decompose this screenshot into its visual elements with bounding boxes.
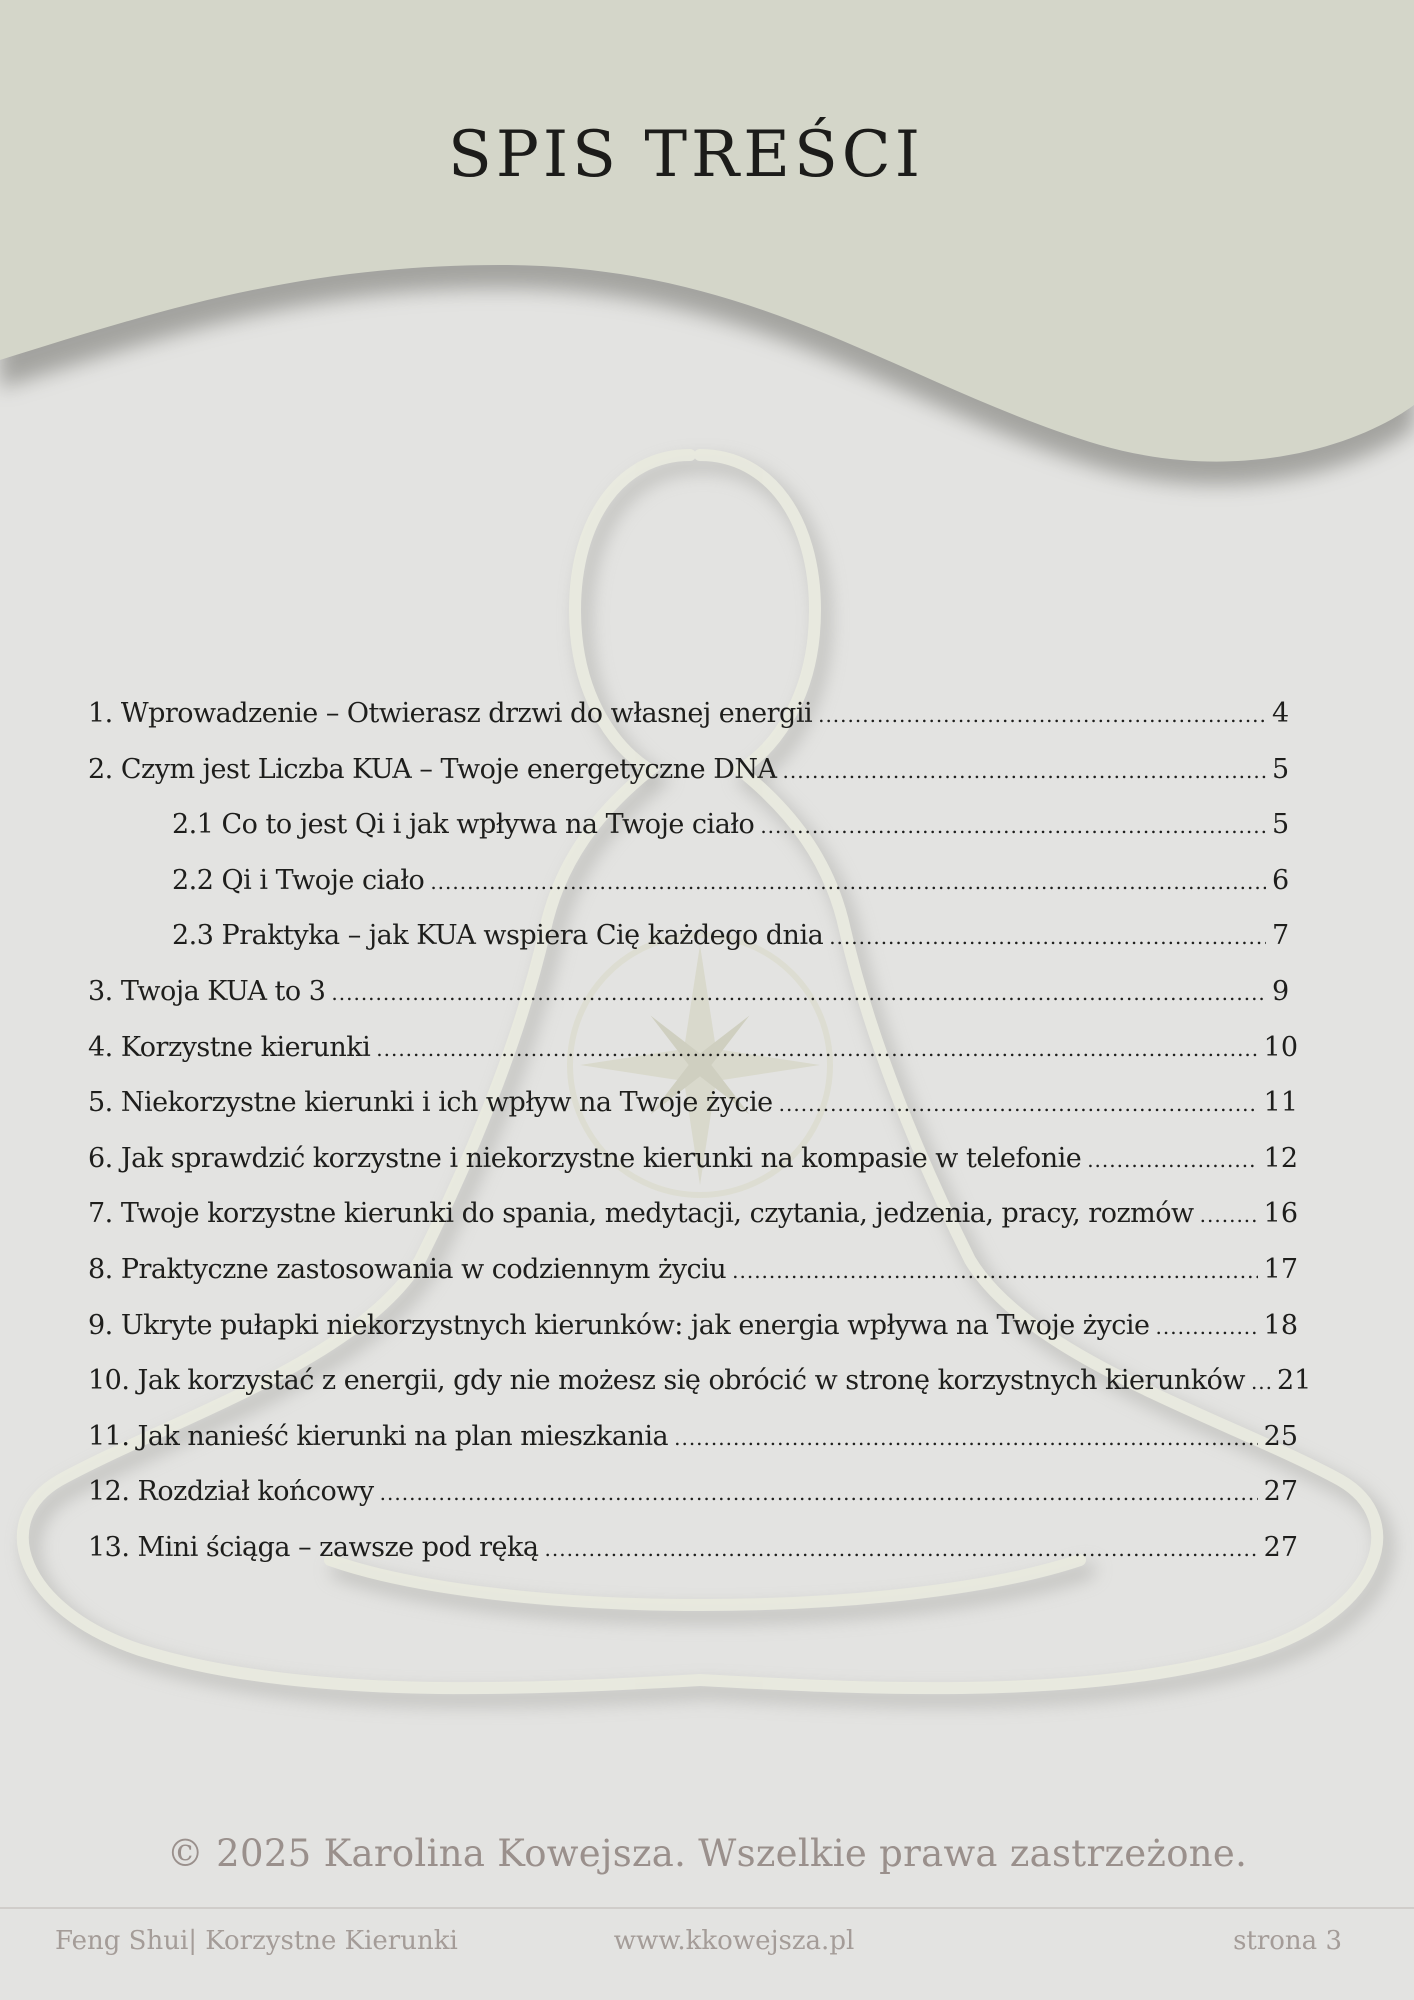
- toc-entry-page: 27: [1263, 1531, 1298, 1563]
- footer-website-link[interactable]: www.kkowejsza.pl: [613, 1926, 855, 1956]
- toc-entry-title: 2.3 Praktyka – jak KUA wspiera Cię każdego dnia: [172, 920, 824, 952]
- footer-title: Feng Shui| Korzystne Kierunki: [55, 1926, 458, 1956]
- page-title: SPIS TREŚCI: [447, 118, 925, 192]
- toc-entry-title: 1. Wprowadzenie – Otwierasz drzwi do własnej energii: [88, 698, 813, 729]
- toc-entry[interactable]: [88, 686, 1298, 742]
- page-footer: [0, 1926, 1414, 1966]
- toc-entry-page: 18: [1263, 1309, 1298, 1341]
- toc-dot-leader: [430, 853, 1266, 911]
- toc-entry-title: 10. Jak korzystać z energii, gdy nie możesz się obrócić w stronę korzystnych kierunków: [88, 1365, 1245, 1397]
- toc-dot-leader: [1200, 1186, 1258, 1244]
- toc-entry-page: 25: [1263, 1420, 1298, 1452]
- toc-dot-leader: [760, 797, 1266, 855]
- toc-entry[interactable]: [88, 1464, 1298, 1520]
- toc-entry-title: 2. Czym jest Liczba KUA – Twoje energetyczne DNA: [88, 753, 777, 785]
- toc-dot-leader: [674, 1409, 1258, 1467]
- toc-entry-page: 11: [1263, 1087, 1298, 1119]
- toc-dot-leader: [1087, 1131, 1257, 1189]
- toc-entry-page: 7: [1272, 920, 1290, 952]
- toc-entry[interactable]: [88, 964, 1298, 1020]
- toc-entry-title: 9. Ukryte pułapki niekorzystnych kierunków: jak energia wpływa na Twoje życie: [88, 1309, 1150, 1341]
- toc-entry[interactable]: [88, 797, 1298, 853]
- toc-entry-title: 6. Jak sprawdzić korzystne i niekorzystne kierunki na kompasie w telefonie: [88, 1142, 1082, 1174]
- toc-dot-leader: [331, 964, 1266, 1022]
- toc-entry-title: 2.1 Co to jest Qi i jak wpływa na Twoje ciało: [172, 809, 755, 841]
- toc-dot-leader: [732, 1242, 1258, 1300]
- toc-entry[interactable]: [88, 1520, 1298, 1576]
- toc-entry[interactable]: [88, 742, 1298, 798]
- table-of-contents: [88, 686, 1312, 1576]
- footer-divider: [0, 1907, 1414, 1909]
- toc-dot-leader: [779, 1075, 1258, 1133]
- toc-dot-leader: [829, 908, 1266, 966]
- toc-dot-leader: [1156, 1298, 1258, 1356]
- toc-dot-leader: [380, 1464, 1258, 1522]
- footer-page-number: strona 3: [1233, 1926, 1342, 1956]
- toc-entry-title: 3. Twoja KUA to 3: [88, 975, 326, 1007]
- toc-dot-leader: [376, 1020, 1257, 1078]
- toc-entry-title: 4. Korzystne kierunki: [88, 1031, 371, 1063]
- header-band: [0, 0, 1414, 462]
- toc-entry-title: 13. Mini ściąga – zawsze pod ręką: [88, 1531, 539, 1563]
- toc-entry[interactable]: [88, 908, 1298, 964]
- toc-entry-page: 5: [1272, 809, 1290, 841]
- toc-entry-page: 17: [1263, 1253, 1298, 1285]
- toc-entry[interactable]: [88, 1353, 1312, 1409]
- copyright-notice: © 2025 Karolina Kowejsza. Wszelkie prawa zastrzeżone.: [166, 1832, 1248, 1875]
- toc-entry-page: 21: [1276, 1365, 1312, 1397]
- toc-entry-title: 7. Twoje korzystne kierunki do spania, medytacji, czytania, jedzenia, pracy, rozmów: [88, 1198, 1194, 1230]
- toc-entry-page: 4: [1272, 698, 1290, 729]
- toc-entry-page: 9: [1272, 975, 1290, 1007]
- toc-entry[interactable]: [88, 1186, 1298, 1242]
- toc-entry[interactable]: [88, 1131, 1298, 1187]
- toc-entry-page: 27: [1263, 1476, 1298, 1508]
- toc-entry-title: 12. Rozdział końcowy: [88, 1476, 374, 1508]
- toc-entry-page: 5: [1272, 753, 1290, 785]
- toc-entry-title: 8. Praktyczne zastosowania w codziennym życiu: [88, 1253, 727, 1285]
- toc-entry-page: 16: [1263, 1198, 1298, 1230]
- toc-dot-leader: [783, 742, 1266, 800]
- toc-dot-leader: [1251, 1353, 1271, 1411]
- toc-entry[interactable]: [88, 1075, 1298, 1131]
- toc-entry-page: 6: [1272, 864, 1290, 896]
- toc-entry-title: 5. Niekorzystne kierunki i ich wpływ na Twoje życie: [88, 1087, 773, 1119]
- toc-entry[interactable]: [88, 1298, 1298, 1354]
- toc-entry-title: 2.2 Qi i Twoje ciało: [172, 864, 425, 896]
- toc-entry[interactable]: [88, 853, 1298, 909]
- toc-entry[interactable]: [88, 1409, 1298, 1465]
- toc-dot-leader: [545, 1520, 1258, 1578]
- toc-entry-page: 12: [1263, 1142, 1298, 1174]
- toc-entry-title: 11. Jak nanieść kierunki na plan mieszkania: [88, 1420, 669, 1452]
- toc-entry[interactable]: [88, 1242, 1298, 1298]
- toc-dot-leader: [818, 686, 1266, 744]
- toc-entry[interactable]: [88, 1020, 1298, 1076]
- toc-entry-page: 10: [1263, 1031, 1298, 1063]
